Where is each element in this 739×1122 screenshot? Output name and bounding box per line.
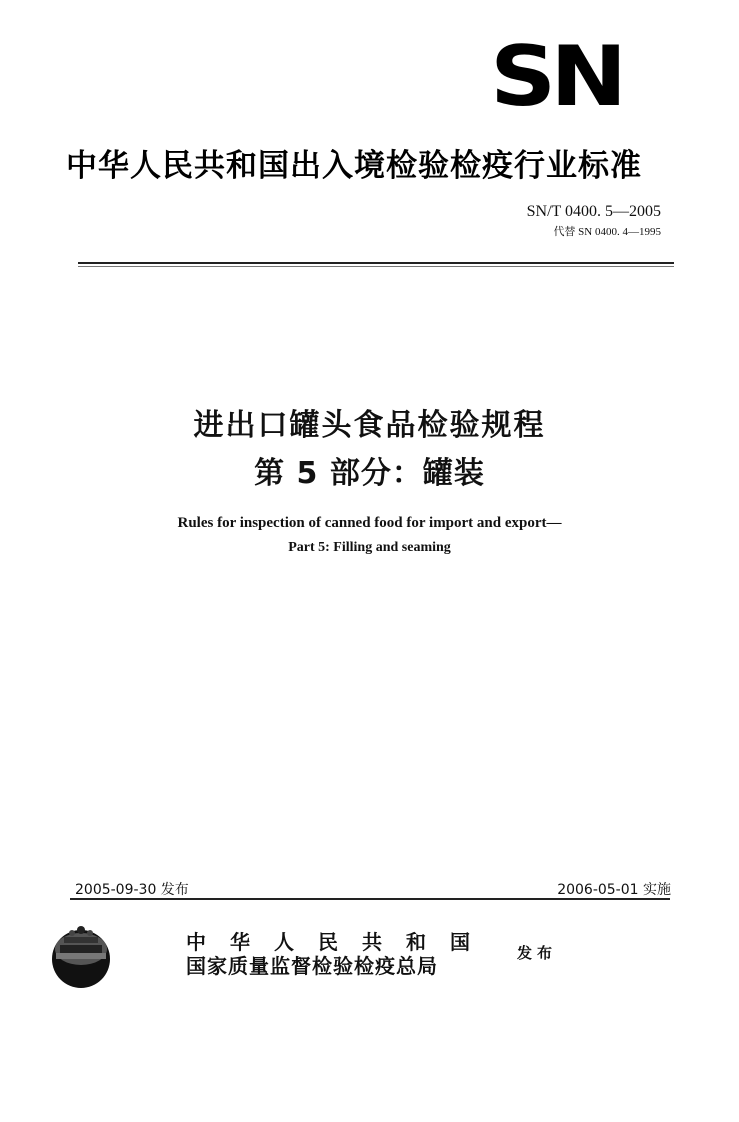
issue-date: 2005-09-30 发布 [75, 882, 189, 898]
issuer-line2: 国家质量监督检验检疫总局 [186, 954, 438, 978]
national-emblem-icon [50, 923, 112, 989]
organization-title: 中华人民共和国出入境检验检疫行业标准 [66, 148, 642, 184]
replaces-standard: 代替 SN 0400. 4—1995 [553, 226, 661, 238]
standard-number: SN/T 0400. 5—2005 [526, 203, 661, 220]
document-title-en: Rules for inspection of canned food for import and export— [177, 515, 562, 531]
document-title-cn: 进出口罐头食品检验规程 [193, 408, 546, 443]
footer-divider [70, 898, 670, 900]
document-subtitle-en: Part 5: Filling and seaming [288, 540, 451, 555]
document-subtitle-cn: 第 5 部分：罐装 [254, 456, 485, 491]
sn-logo: SN [490, 28, 622, 125]
implement-date: 2006-05-01 实施 [557, 882, 671, 898]
issue-word: 发布 [517, 944, 558, 962]
issuer-line1: 中华人民共和国 [186, 930, 494, 954]
header-divider-thin [78, 266, 674, 267]
header-divider [78, 262, 674, 264]
